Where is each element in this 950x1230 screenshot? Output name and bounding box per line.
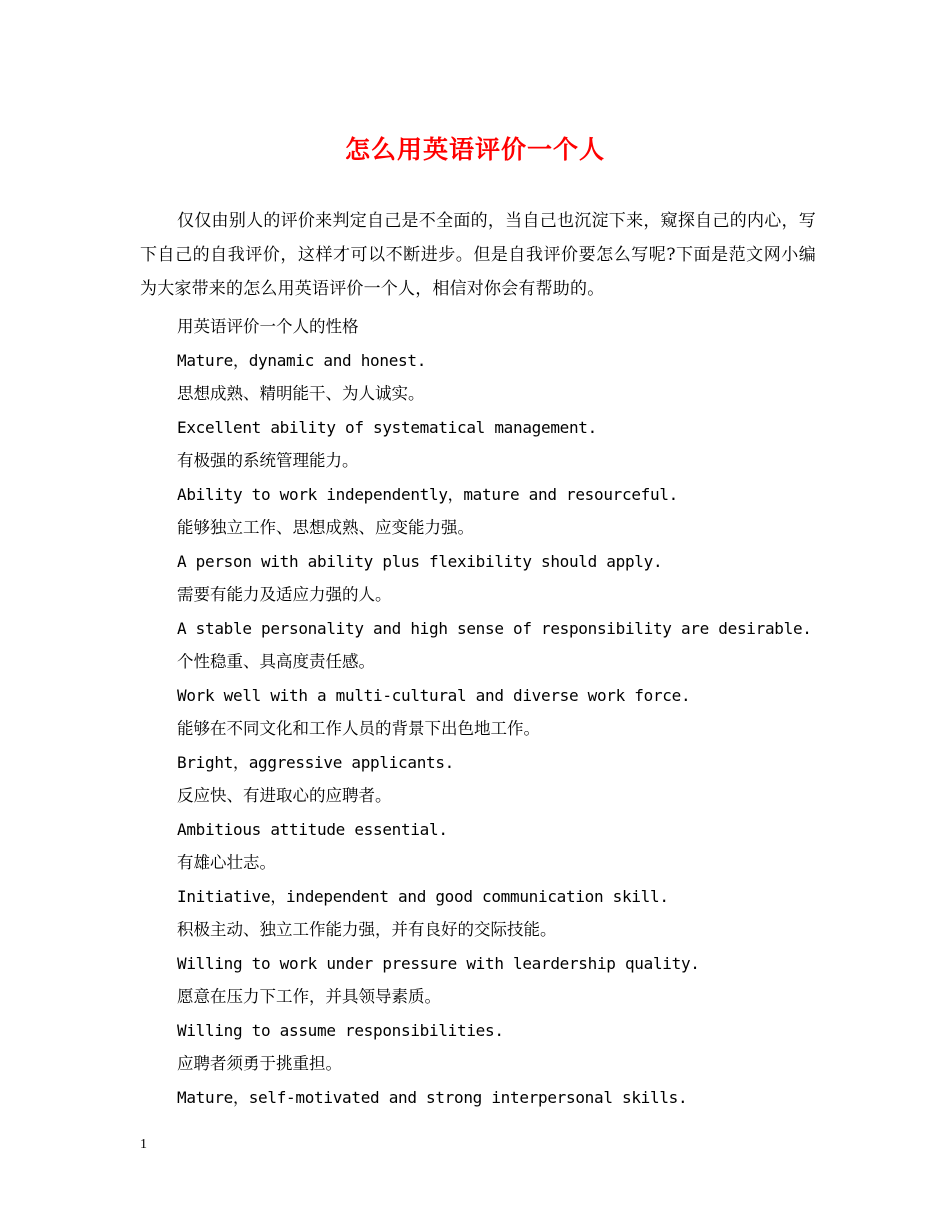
document-title: 怎么用英语评价一个人: [344, 135, 605, 164]
english-phrase: Ambitious attitude essential.: [177, 819, 448, 839]
english-phrase: Bright，aggressive applicants.: [177, 752, 455, 772]
english-phrase: Work well with a multi-cultural and diverse work force.: [177, 685, 691, 705]
chinese-translation: 有雄心壮志。: [177, 853, 276, 872]
english-phrase: A person with ability plus flexibility should apply.: [177, 551, 663, 571]
chinese-translation: 个性稳重、具高度责任感。: [177, 652, 375, 671]
english-phrase: A stable personality and high sense of responsibility are desirable.: [177, 618, 812, 638]
chinese-translation: 积极主动、独立工作能力强，并有良好的交际技能。: [177, 920, 557, 939]
chinese-translation: 能够在不同文化和工作人员的背景下出色地工作。: [177, 719, 540, 738]
chinese-translation: 有极强的系统管理能力。: [177, 451, 359, 470]
english-phrase: Excellent ability of systematical management.: [177, 417, 597, 437]
chinese-translation: 能够独立工作、思想成熟、应变能力强。: [177, 518, 474, 537]
english-phrase: Ability to work independently，mature and resourceful.: [177, 484, 679, 504]
chinese-translation: 应聘者须勇于挑重担。: [177, 1054, 342, 1073]
chinese-translation: 需要有能力及适应力强的人。: [177, 585, 392, 604]
english-phrase: Initiative，independent and good communication skill.: [177, 886, 669, 906]
chinese-translation: 思想成熟、精明能干、为人诚实。: [177, 384, 425, 403]
section-heading: 用英语评价一个人的性格: [177, 317, 359, 336]
page-number: 1: [140, 1137, 147, 1152]
chinese-translation: 反应快、有进取心的应聘者。: [177, 786, 392, 805]
english-phrase: Willing to work under pressure with leardership quality.: [177, 953, 700, 973]
phrase-list: [177, 310, 857, 1114]
intro-paragraph: 仅仅由别人的评价来判定自己是不全面的，当自己也沉淀下来，窥探自己的内心，写下自己的自我评价，这样才可以不断进步。但是自我评价要怎么写呢?下面是范文网小编为大家带来的怎么用英语评价一个人，相信对你会有帮助的。: [140, 211, 816, 299]
english-phrase: Mature，self-motivated and strong interpersonal skills.: [177, 1087, 688, 1107]
english-phrase: Willing to assume responsibilities.: [177, 1020, 504, 1040]
english-phrase: Mature，dynamic and honest.: [177, 350, 427, 370]
chinese-translation: 愿意在压力下工作，并具领导素质。: [177, 987, 441, 1006]
